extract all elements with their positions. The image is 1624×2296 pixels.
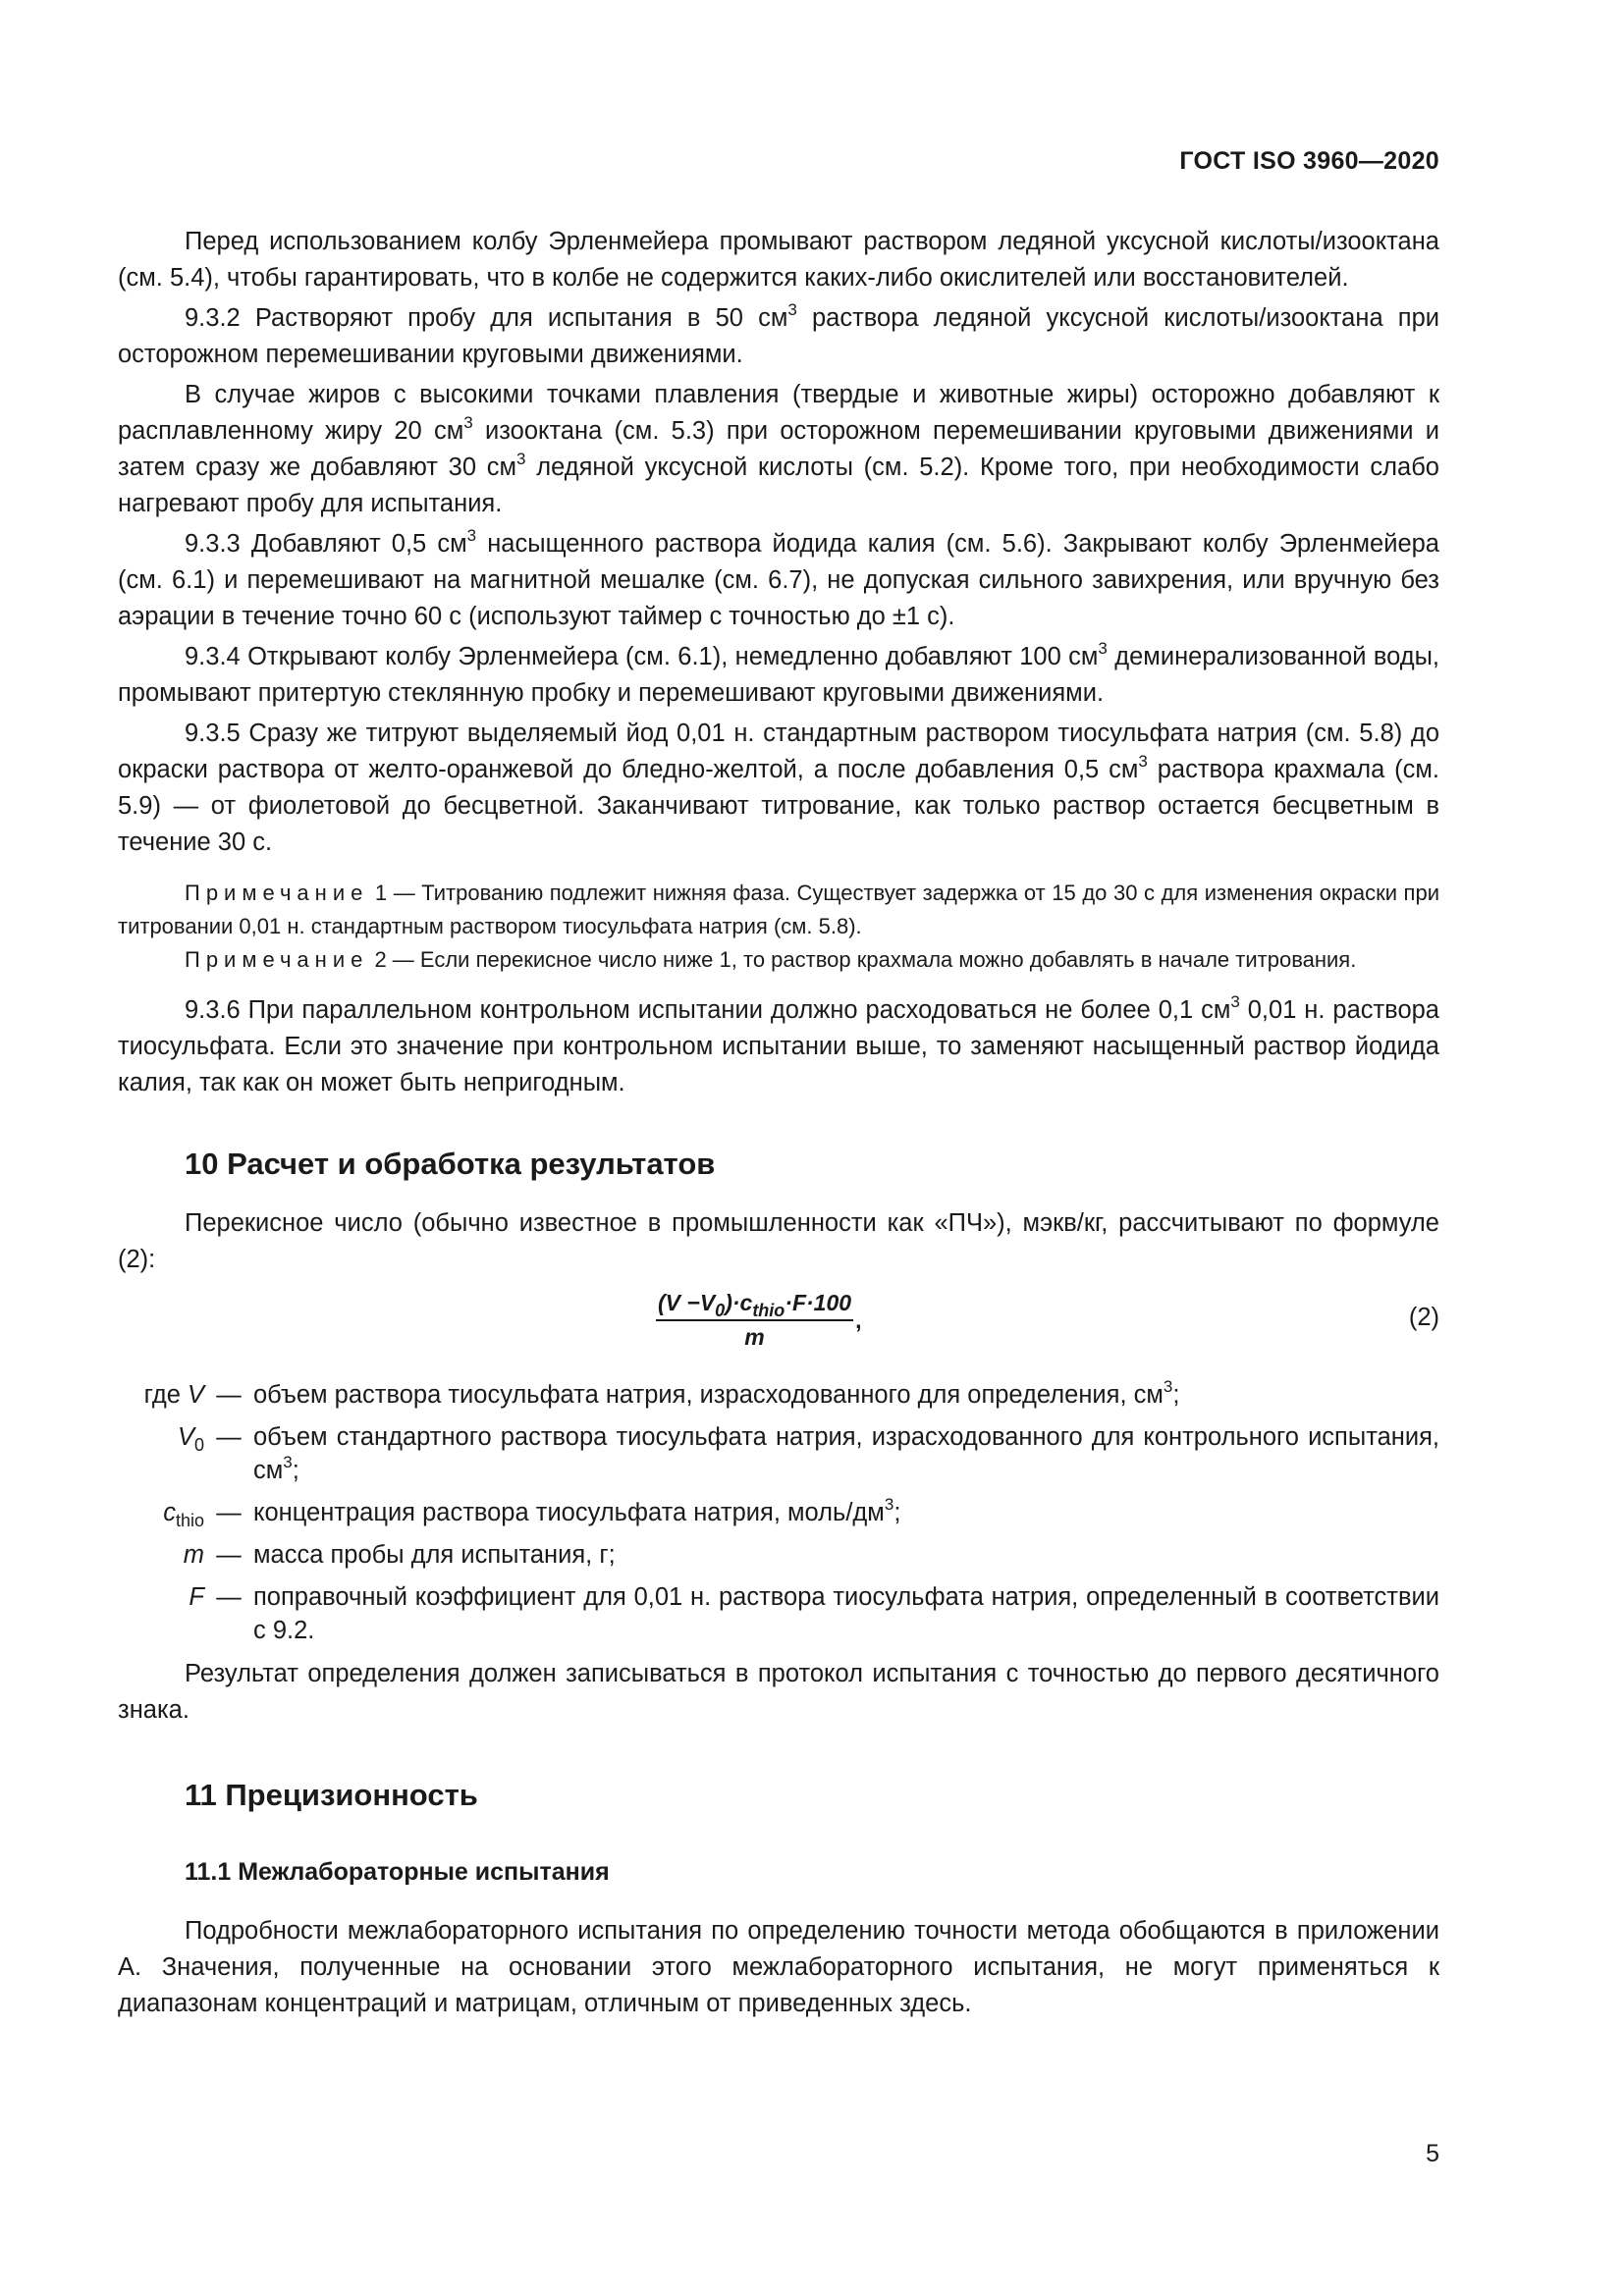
paragraph-9-3-3: 9.3.3 Добавляют 0,5 $см^3$ насыщенного раствора йодида калия (см. 5.6). Закрывают колбу Эрленмейера (см. 6.1) и перемешивают на магнитной мешалке (см. 6.7), не допуская сильного завихрения, или вручную без аэрации в течение точно 60 с (используют таймер с точностью до ±1 с). [118, 526, 1439, 630]
definition-dash: — [216, 1499, 242, 1526]
note-2: Примечание 2 — Если перекисное число ниже 1, то раствор крахмала можно добавлять в начале титрования. [185, 947, 1357, 972]
paragraph-high-melting-fats: В случае жиров с высокими точками плавления (твердые и животные жиры) осторожно добавляют к расплавленному жиру 20 $см^3$ изооктана (см. 5.3) при осторожном перемешивании круговыми движениями и затем сразу же добавляют 30 $см^3$ ледяной уксусной кислоты (см. 5.2). Кроме того, при необходимости слабо нагревают пробу для испытания. [118, 381, 1439, 517]
paragraph-9-3-6: 9.3.6 При параллельном контрольном испытании должно расходоваться не более 0,1 $см^3$ 0,01 н. раствора тиосульфата. Если это значение при контрольном испытании выше, то заменяют насыщенный раствор йодида калия, так как он может быть непригодным. [118, 992, 1439, 1096]
notes-block [118, 877, 1439, 977]
page-number: 5 [1426, 2140, 1439, 2167]
definition-dash: — [216, 1423, 242, 1451]
paragraph-9-3-2: 9.3.2 Растворяют пробу для испытания в 50 $см^3$ раствора ледяной уксусной кислоты/изооктана при осторожном перемешивании круговыми движениями. [118, 300, 1439, 368]
definition-dash: — [216, 1541, 242, 1569]
subsection-11-1-title: 11.1 Межлабораторные испытания [185, 1858, 610, 1886]
document-header: ГОСТ ISO 3960—2020 [1179, 147, 1439, 175]
paragraph-9-3-4: 9.3.4 Открывают колбу Эрленмейера (см. 6.1), немедленно добавляют 100 $см^3$ деминерализованной воды, промывают притертую стеклянную пробку и перемешивают круговыми движениями. [118, 639, 1439, 707]
definition-row [118, 1378, 1439, 1412]
definition-row [118, 1538, 1439, 1572]
definition-text: масса пробы для испытания, г; [253, 1541, 616, 1569]
note-label: Примечание [185, 881, 369, 905]
definition-dash: — [216, 1583, 242, 1611]
section-11-text: Подробности межлабораторного испытания по определению точности метода обобщаются в приложении А. Значения, полученные на основании этого межлабораторного испытания, не могут применяться к диапазонам концентраций и матрицам, отличным от приведенных здесь. [118, 1917, 1439, 2017]
definition-symbol: m [183, 1541, 204, 1569]
definition-symbol: F [189, 1583, 204, 1611]
section-11-title: 11 Прецизионность [185, 1778, 478, 1812]
variable-definitions [118, 1378, 1439, 1647]
definition-symbol: где V [143, 1381, 204, 1409]
paragraph-9-3-5: 9.3.5 Сразу же титруют выделяемый йод 0,01 н. стандартным раствором тиосульфата натрия (см. 5.8) до окраски раствора от желто-оранжевой до бледно-желтой, а после добавления 0,5 $см^3$ раствора крахмала (см. 5.9) — от фиолетовой до бесцветной. Заканчивают титрование, как только раствор остается бесцветным в течение 30 с. [118, 720, 1439, 856]
section-10-intro: Перекисное число (обычно известное в промышленности как «ПЧ»), мэкв/кг, рассчитывают по формуле (2): [118, 1209, 1439, 1273]
formula-fraction [656, 1288, 853, 1353]
definition-text: концентрация раствора тиосульфата натрия, моль/$дм^3$; [253, 1495, 901, 1526]
definition-text: объем стандартного раствора тиосульфата натрия, израсходованного для контрольного испытания, $см^3$; [253, 1423, 1439, 1484]
note-1: Примечание 1 — Титрованию подлежит нижняя фаза. Существует задержка от 15 до 30 с для изменения окраски при титровании 0,01 н. стандартным раствором тиосульфата натрия (см. 5.8). [118, 881, 1439, 938]
section-10-result: Результат определения должен записываться в протокол испытания с точностью до первого десятичного знака. [118, 1660, 1439, 1724]
definition-text: поправочный коэффициент для 0,01 н. раствора тиосульфата натрия, определенный в соответствии с 9.2. [253, 1583, 1439, 1644]
definition-dash: — [216, 1381, 242, 1409]
definition-row [118, 1496, 1439, 1529]
document-body [118, 224, 1439, 2022]
formula-number: (2) [1408, 1304, 1439, 1331]
definition-symbol: $c_{thio}$ [163, 1499, 204, 1530]
formula-expression: $\frac{(V -V_0)\cdot c_{thio}\cdot F\cdot 100}{m}$ , [656, 1288, 861, 1353]
formula-denominator: m [744, 1324, 765, 1350]
definition-row [118, 1420, 1439, 1487]
formula-2 [118, 1286, 1439, 1361]
definition-row [118, 1580, 1439, 1647]
definition-symbol: $V_0$ [177, 1423, 204, 1455]
definition-text: объем раствора тиосульфата натрия, израсходованного для определения, $см^3$; [253, 1377, 1180, 1409]
formula-numerator: $(V -V_0)\cdot c_{thio}\cdot F\cdot 100$ [658, 1290, 852, 1320]
note-label: Примечание [185, 947, 369, 972]
section-10-title: 10 Расчет и обработка результатов [185, 1147, 716, 1181]
paragraph-flask-rinse: Перед использованием колбу Эрленмейера промывают раствором ледяной уксусной кислоты/изооктана (см. 5.4), чтобы гарантировать, что в колбе не содержится каких-либо окислителей или восстановителей. [118, 228, 1439, 292]
